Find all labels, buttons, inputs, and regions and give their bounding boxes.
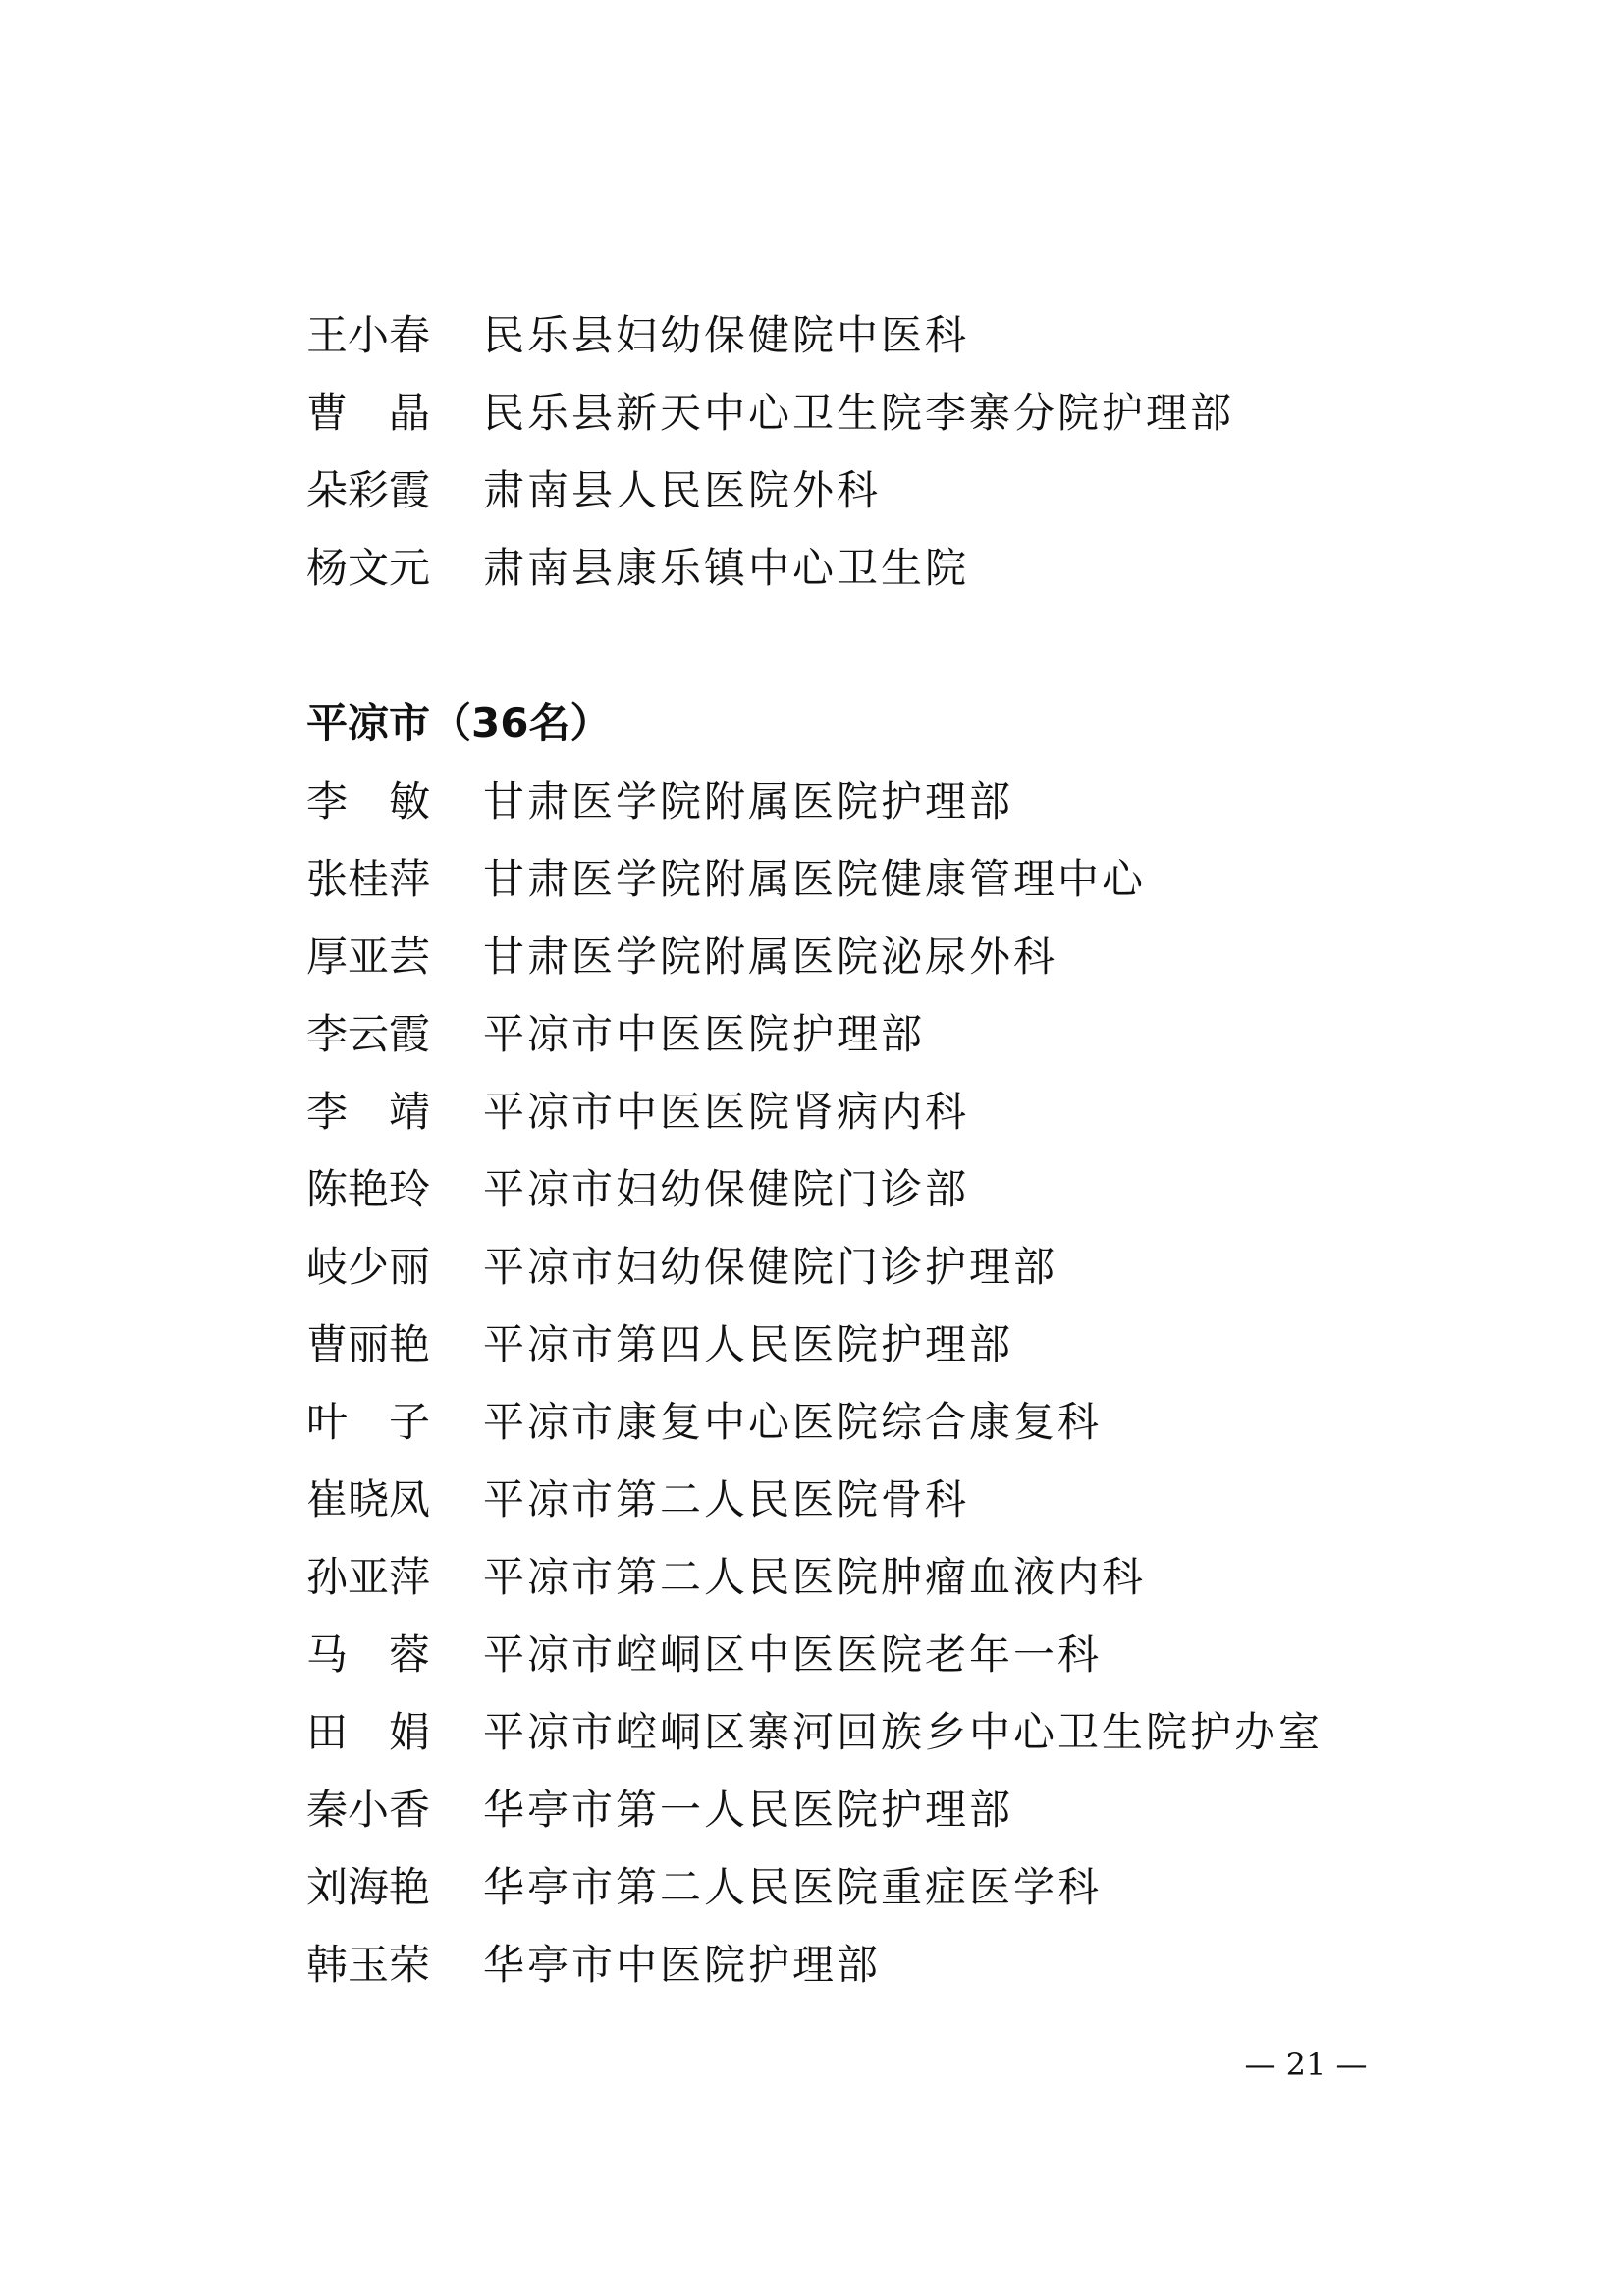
organization: 肃南县康乐镇中心卫生院: [483, 544, 970, 592]
organization: 肃南县人民医院外科: [483, 466, 882, 514]
organization: 平凉市崆峒区中医医院老年一科: [483, 1630, 1103, 1679]
organization: 平凉市中医医院护理部: [483, 1010, 926, 1058]
page-number: — 21 —: [1244, 2046, 1368, 2083]
person-name: 秦小香: [306, 1786, 431, 1834]
organization: 民乐县新天中心卫生院李寨分院护理部: [483, 389, 1235, 437]
person-name: 孙亚萍: [306, 1553, 431, 1601]
person-name: 朵彩霞: [306, 466, 431, 514]
person-name: 陈艳玲: [306, 1165, 431, 1213]
organization: 华亭市第二人民医院重症医学科: [483, 1863, 1103, 1911]
person-name: 王小春: [306, 311, 431, 359]
person-name: 马 蓉: [306, 1630, 431, 1679]
person-name: 韩玉荣: [306, 1941, 431, 1989]
person-name: 岐少丽: [306, 1243, 431, 1291]
organization: 平凉市妇幼保健院门诊部: [483, 1165, 970, 1213]
person-name: 张桂萍: [306, 855, 431, 903]
organization: 平凉市妇幼保健院门诊护理部: [483, 1243, 1058, 1291]
person-name: 杨文元: [306, 544, 431, 592]
organization: 华亭市中医院护理部: [483, 1941, 882, 1989]
organization: 平凉市第四人民医院护理部: [483, 1320, 1014, 1368]
person-name: 李 敏: [306, 777, 431, 826]
organization: 甘肃医学院附属医院护理部: [483, 777, 1014, 826]
organization: 平凉市第二人民医院骨科: [483, 1475, 970, 1523]
section-heading: 平凉市（36名）: [306, 699, 612, 747]
organization: 平凉市康复中心医院综合康复科: [483, 1398, 1103, 1446]
person-name: 李 靖: [306, 1088, 431, 1136]
person-name: 曹丽艳: [306, 1320, 431, 1368]
person-name: 田 娟: [306, 1708, 431, 1756]
person-name: 崔晓凤: [306, 1475, 431, 1523]
person-name: 刘海艳: [306, 1863, 431, 1911]
person-name: 李云霞: [306, 1010, 431, 1058]
organization: 民乐县妇幼保健院中医科: [483, 311, 970, 359]
organization: 甘肃医学院附属医院健康管理中心: [483, 855, 1147, 903]
person-name: 曹 晶: [306, 389, 431, 437]
organization: 甘肃医学院附属医院泌尿外科: [483, 933, 1058, 981]
person-name: 厚亚芸: [306, 933, 431, 981]
person-name: 叶 子: [306, 1398, 431, 1446]
organization: 平凉市中医医院肾病内科: [483, 1088, 970, 1136]
organization: 平凉市第二人民医院肿瘤血液内科: [483, 1553, 1147, 1601]
organization: 华亭市第一人民医院护理部: [483, 1786, 1014, 1834]
organization: 平凉市崆峒区寨河回族乡中心卫生院护办室: [483, 1708, 1324, 1756]
